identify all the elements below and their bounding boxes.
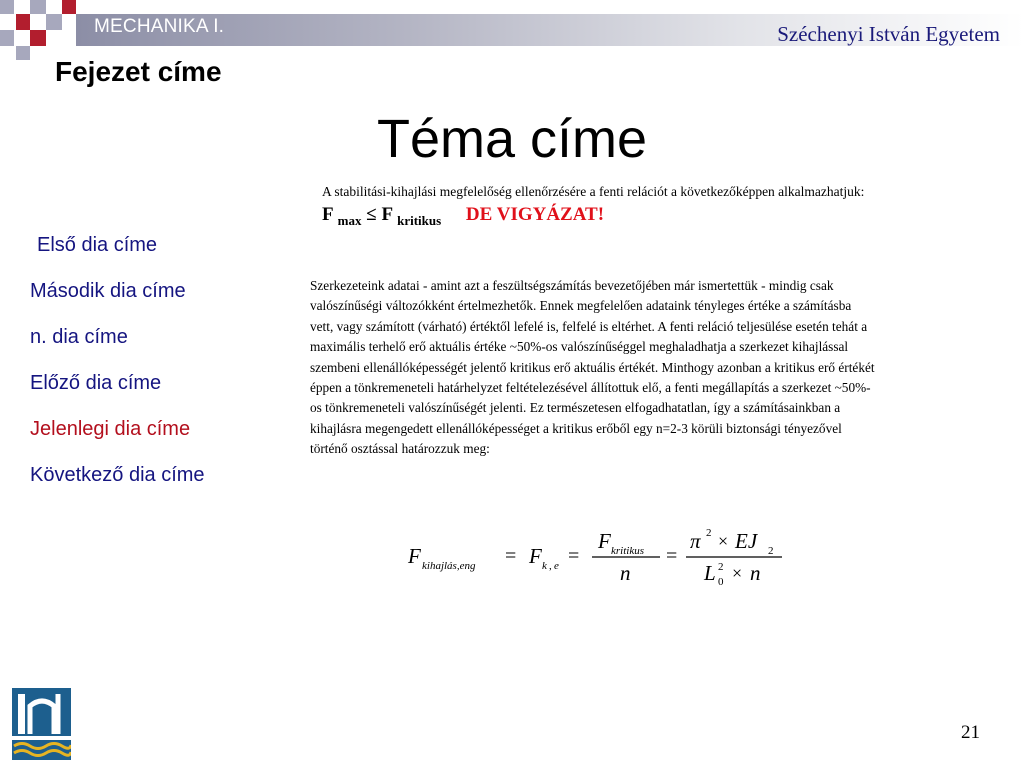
stability-inequality bbox=[322, 204, 604, 229]
eq-pi: π bbox=[690, 529, 701, 553]
deco-square bbox=[46, 14, 62, 30]
inequality-f-max: F bbox=[322, 204, 333, 225]
inequality-operator: ≤ bbox=[366, 204, 377, 225]
eq-equals-3: = bbox=[666, 545, 678, 567]
eq-F-lhs: F bbox=[408, 544, 421, 568]
nav-item-current-slide[interactable]: Jelenlegi dia címe bbox=[30, 418, 191, 440]
eq-equals-1: = bbox=[505, 545, 517, 567]
nav-item-first-slide[interactable]: Első dia címe bbox=[37, 234, 158, 256]
buckling-equation bbox=[402, 524, 792, 594]
eq-times-1: × bbox=[718, 531, 729, 551]
intro-text: A stabilitási-kihajlási megfelelőség ellenőrzésére a fenti relációt a következőképpen alkalmazhatjuk: bbox=[322, 184, 865, 199]
eq-times-2: × bbox=[732, 563, 743, 583]
eq-EJ-sub: 2 bbox=[768, 545, 774, 557]
slide-navigation bbox=[30, 230, 210, 506]
eq-L-n: n bbox=[750, 561, 761, 585]
eq-sub-e: e bbox=[554, 560, 559, 572]
eq-L-exp: 2 bbox=[718, 561, 724, 573]
course-name: MECHANIKA I. bbox=[94, 16, 225, 37]
eq-sub-lhs: kihajlás,eng bbox=[422, 560, 476, 572]
inequality-sub-crit: kritikus bbox=[397, 212, 442, 228]
inequality-sub-max: max bbox=[337, 212, 362, 228]
nav-item-next-slide[interactable]: Következő dia címe bbox=[30, 464, 205, 486]
eq-F-ke: F bbox=[529, 544, 542, 568]
eq-sub-k: k bbox=[542, 560, 547, 572]
eq-equals-2: = bbox=[568, 545, 580, 567]
eq-pi-exp: 2 bbox=[706, 527, 712, 539]
nav-item-nth-slide[interactable]: n. dia címe bbox=[30, 326, 128, 348]
chapter-title: Fejezet címe bbox=[55, 56, 222, 87]
university-logo bbox=[12, 688, 71, 760]
eq-sub-comma: , bbox=[549, 560, 552, 572]
eq-L: L bbox=[704, 561, 716, 585]
deco-square bbox=[30, 0, 46, 14]
nav-item-second-slide[interactable]: Második dia címe bbox=[30, 280, 186, 302]
warning-text: DE VIGYÁZAT! bbox=[465, 204, 605, 225]
eq-EJ: EJ bbox=[735, 529, 758, 553]
deco-square bbox=[16, 14, 30, 30]
deco-square bbox=[30, 30, 46, 46]
deco-square bbox=[16, 46, 30, 60]
body-paragraph: Szerkezeteink adatai - amint azt a feszültségszámítás bevezetőjében már ismertettük - mindig csak valószínűségi változókként értelmezhetők. Ennek megfelelően adataink tényleges értéke a számításba vett, vagy számított (várható) értéktől lefelé is, felfelé is eltérhet. A fenti reláció teljesülése esetén tehát a maximális terhelő erő aktuális értéke ~50%-os valószínűséggel meghaladhatja a szerkezet kihajlással szembeni ellenállóképességét jelentő kritikus erő aktuális értékét. Minthogy azonban a kritikus erő értékét éppen a tönkremeneteli határhelyzet feltételezésével állítottuk elő, a fenti megállapítás a szerkezet ~50%-os tönkremeneteli valószínűségét jelenti. Ez természetesen elfogadhatatlan, így a számításainkban a kihajlásra megengedett ellenállóképességet a kritikus erőből egy n=2-3 körüli biztonsági tényezővel történő osztással határozzuk meg: bbox=[310, 278, 875, 457]
deco-square bbox=[62, 0, 76, 14]
topic-title: Téma címe bbox=[376, 109, 648, 169]
eq-den-n: n bbox=[620, 561, 631, 585]
inequality-f-crit: F bbox=[381, 204, 393, 225]
nav-item-previous-slide[interactable]: Előző dia címe bbox=[30, 372, 162, 394]
eq-L-sub: 0 bbox=[718, 576, 724, 588]
page-number: 21 bbox=[961, 722, 980, 743]
deco-square bbox=[0, 30, 14, 46]
eq-sub-crit: kritikus bbox=[611, 545, 644, 557]
eq-F-crit: F bbox=[598, 529, 611, 553]
deco-square bbox=[0, 0, 14, 14]
university-name: Széchenyi István Egyetem bbox=[777, 22, 1000, 46]
